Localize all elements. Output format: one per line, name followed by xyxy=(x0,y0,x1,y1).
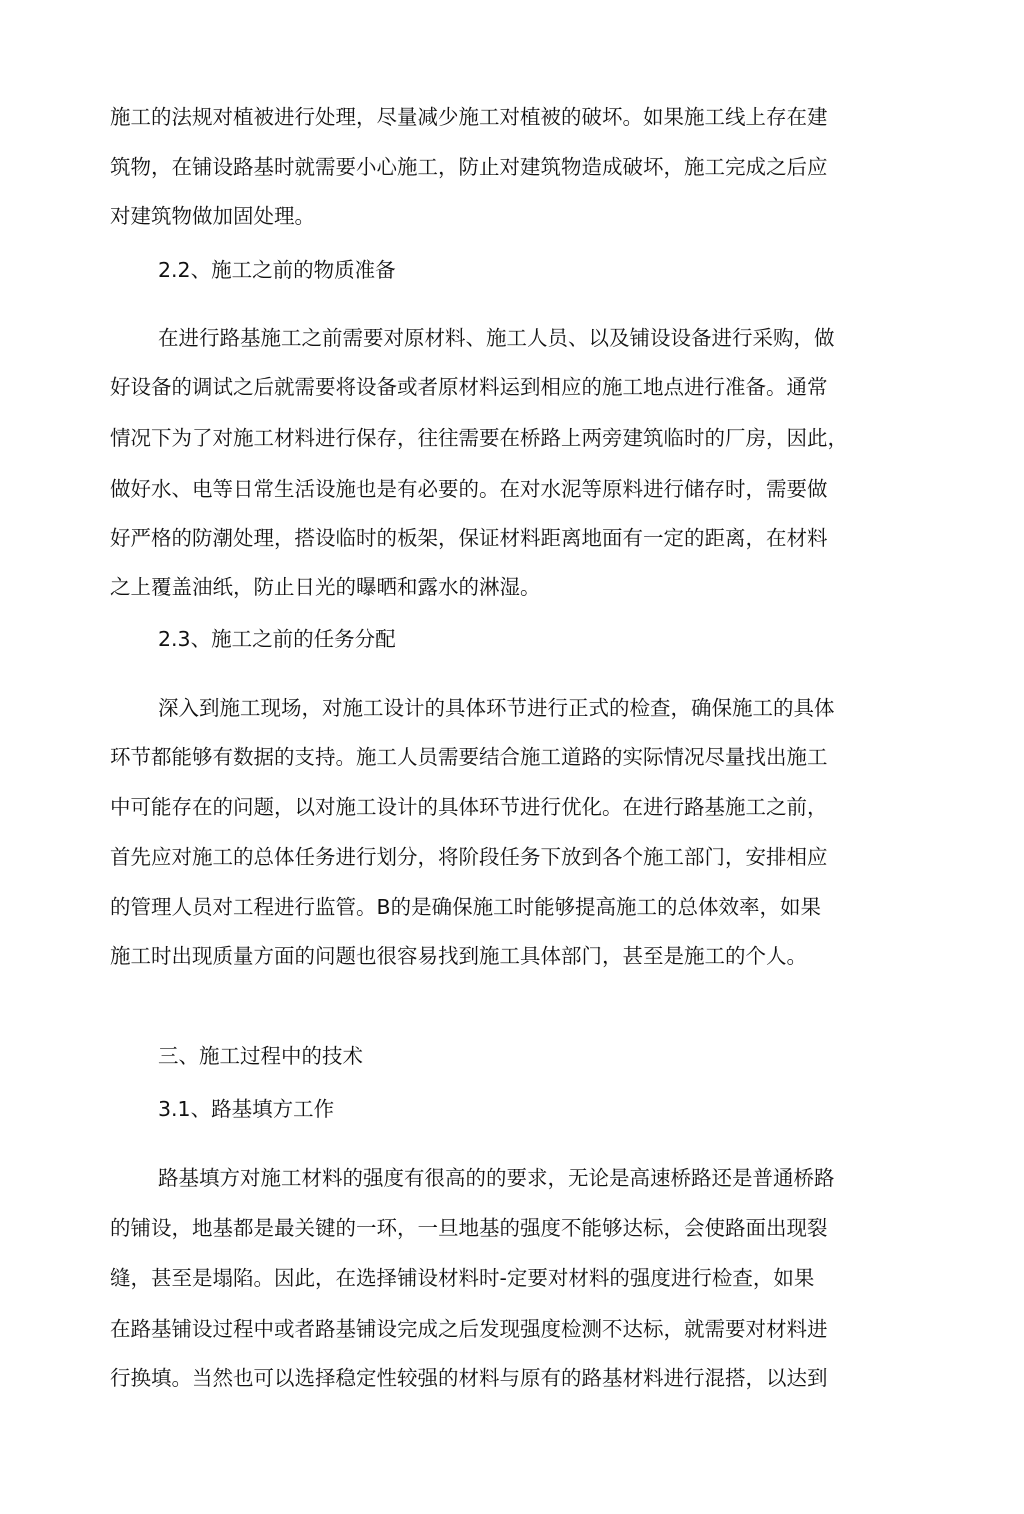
paragraph-line: 施工的法规对植被进行处理，尽量减少施工对植被的破坏。如果施工线上存在建 xyxy=(110,105,828,129)
paragraph-line: 行换填。当然也可以选择稳定性较强的材料与原有的路基材料进行混搭，以达到 xyxy=(110,1366,828,1390)
paragraph-line: 做好水、电等日常生活设施也是有必要的。在对水泥等原料进行储存时，需要做 xyxy=(110,477,828,501)
paragraph-line: 好设备的调试之后就需要将设备或者原材料运到相应的施工地点进行准备。通常 xyxy=(110,375,828,399)
paragraph-line: 对建筑物做加固处理。 xyxy=(110,204,315,228)
paragraph-line: 环节都能够有数据的支持。施工人员需要结合施工道路的实际情况尽量找出施工 xyxy=(110,745,828,769)
paragraph-line: 深入到施工现场，对施工设计的具体环节进行正式的检查，确保施工的具体 xyxy=(158,696,835,720)
chapter-heading-3: 三、施工过程中的技术 xyxy=(158,1044,363,1068)
paragraph-line: 的管理人员对工程进行监管。B的是确保施工时能够提高施工的总体效率，如果 xyxy=(110,895,822,919)
section-heading-3-1: 3.1、路基填方工作 xyxy=(158,1097,335,1121)
paragraph-line: 施工时出现质量方面的问题也很容易找到施工具体部门，甚至是施工的个人。 xyxy=(110,944,807,968)
section-heading-2-3: 2.3、施工之前的任务分配 xyxy=(158,627,396,651)
paragraph-line: 路基填方对施工材料的强度有很高的的要求，无论是高速桥路还是普通桥路 xyxy=(158,1166,835,1190)
paragraph-line: 中可能存在的问题，以对施工设计的具体环节进行优化。在进行路基施工之前， xyxy=(110,795,828,819)
paragraph-line: 情况下为了对施工材料进行保存，往往需要在桥路上两旁建筑临时的厂房，因此， xyxy=(110,426,848,450)
paragraph-line: 筑物，在铺设路基时就需要小心施工，防止对建筑物造成破坏，施工完成之后应 xyxy=(110,155,828,179)
section-heading-2-2: 2.2、施工之前的物质准备 xyxy=(158,258,396,282)
paragraph-line: 的铺设，地基都是最关键的一环，一旦地基的强度不能够达标，会使路面出现裂 xyxy=(110,1216,828,1240)
paragraph-line: 在进行路基施工之前需要对原材料、施工人员、以及铺设设备进行采购，做 xyxy=(158,326,835,350)
paragraph-line: 在路基铺设过程中或者路基铺设完成之后发现强度检测不达标，就需要对材料进 xyxy=(110,1317,828,1341)
paragraph-line: 缝，甚至是塌陷。因此，在选择铺设材料时-定要对材料的强度进行检查，如果 xyxy=(110,1266,815,1290)
paragraph-line: 之上覆盖油纸，防止日光的曝晒和露水的淋湿。 xyxy=(110,575,541,599)
paragraph-line: 首先应对施工的总体任务进行划分，将阶段任务下放到各个施工部门，安排相应 xyxy=(110,845,828,869)
paragraph-line: 好严格的防潮处理，搭设临时的板架，保证材料距离地面有一定的距离，在材料 xyxy=(110,526,828,550)
